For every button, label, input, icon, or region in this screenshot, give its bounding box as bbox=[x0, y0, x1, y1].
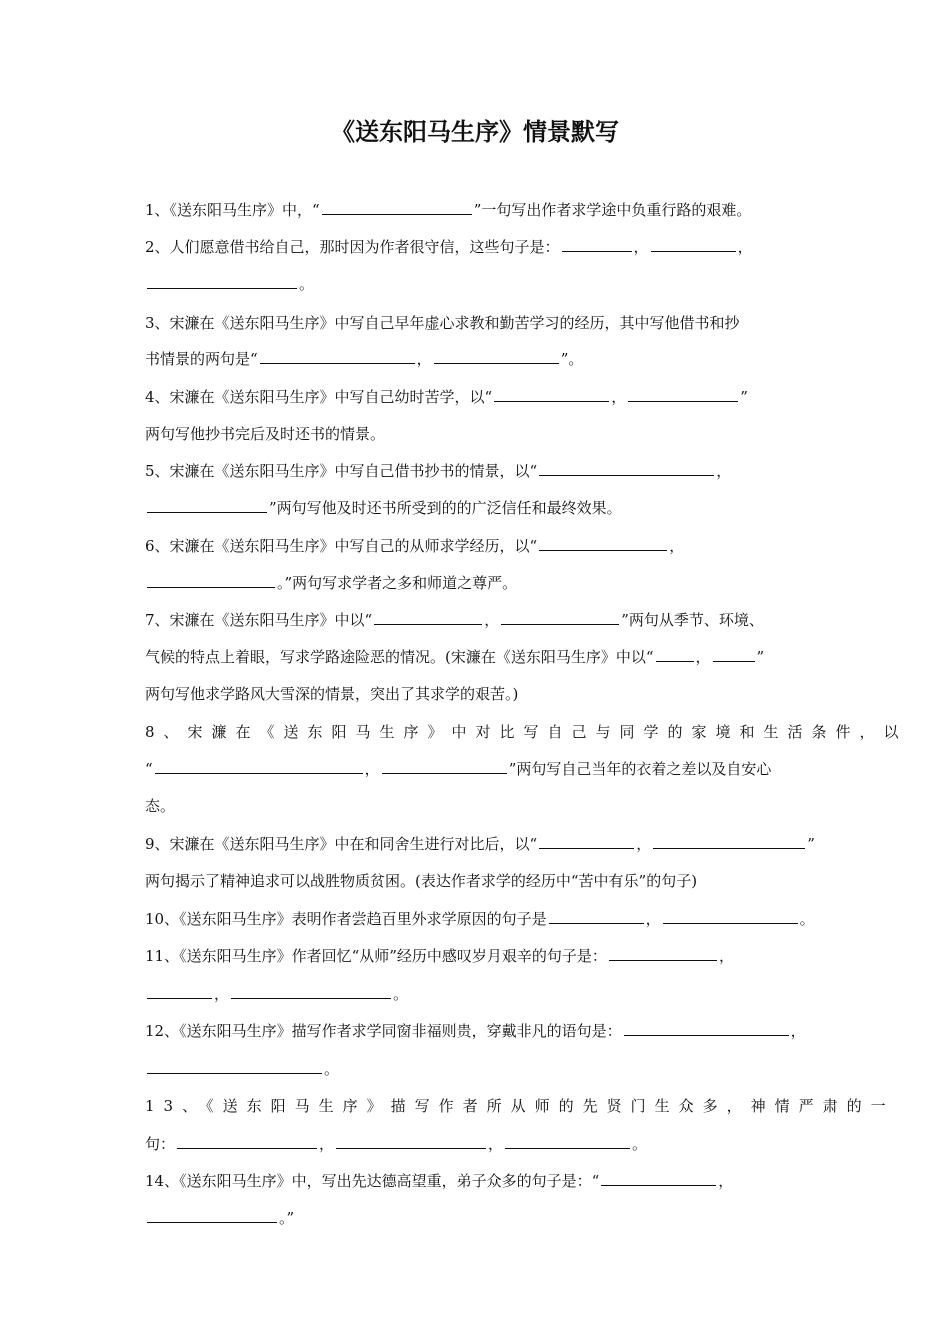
question-text: 7、宋濂在《送东阳马生序》中以“ bbox=[145, 611, 373, 629]
question-8-line-3 bbox=[145, 795, 814, 817]
question-text: 12、《送东阳马生序》描写作者求学同窗非福则贵，穿戴非凡的语句是： bbox=[145, 1022, 622, 1040]
question-text: 两句写他求学路风大雪深的情景，突出了其求学的艰苦。) bbox=[145, 685, 519, 703]
question-1-line-1 bbox=[145, 199, 814, 221]
answer-blank[interactable] bbox=[155, 759, 363, 774]
answer-blank[interactable] bbox=[651, 237, 736, 252]
question-7-line-3 bbox=[145, 683, 814, 705]
question-3-line-2 bbox=[145, 348, 814, 370]
question-6-line-2 bbox=[145, 572, 814, 594]
question-text: 1、《送东阳马生序》中，“ bbox=[145, 201, 320, 219]
question-text: ， bbox=[488, 1135, 504, 1153]
question-text: ” bbox=[740, 388, 748, 406]
question-text: ”一句写出作者求学途中负重行路的艰难。 bbox=[473, 201, 752, 219]
question-text: ， bbox=[319, 1135, 335, 1153]
question-text: 。 bbox=[799, 910, 815, 928]
question-text: ， bbox=[484, 611, 500, 629]
question-text: ， bbox=[669, 537, 685, 555]
question-text: ， bbox=[633, 238, 649, 256]
answer-blank[interactable] bbox=[539, 834, 634, 849]
question-11-line-1 bbox=[145, 945, 814, 967]
answer-blank[interactable] bbox=[147, 1059, 322, 1074]
question-6-line-1 bbox=[145, 535, 814, 557]
question-8-line-2 bbox=[145, 758, 814, 780]
question-9-line-1 bbox=[145, 833, 814, 855]
question-text: 。 bbox=[324, 1060, 340, 1078]
answer-blank[interactable] bbox=[549, 909, 644, 924]
page-title: 《送东阳马生序》情景默写 bbox=[331, 118, 619, 146]
answer-blank[interactable] bbox=[147, 984, 212, 999]
question-text: “ bbox=[145, 760, 153, 778]
question-text: 4、宋濂在《送东阳马生序》中写自己幼时苦学，以“ bbox=[145, 388, 493, 406]
question-11-line-2 bbox=[145, 983, 814, 1005]
question-5-line-1 bbox=[145, 460, 814, 482]
question-text: 8、宋濂在《送东阳马生序》中对比写自己与同学的家境和生活条件，以 bbox=[145, 723, 908, 741]
question-text: ” bbox=[807, 835, 815, 853]
question-9-line-2 bbox=[145, 870, 814, 892]
answer-blank[interactable] bbox=[434, 349, 559, 364]
question-12-line-1 bbox=[145, 1020, 814, 1042]
answer-blank[interactable] bbox=[177, 1134, 317, 1149]
question-text: 。 bbox=[299, 275, 315, 293]
answer-blank[interactable] bbox=[494, 387, 609, 402]
question-3-line-1 bbox=[145, 312, 814, 334]
question-text: 14、《送东阳马生序》中，写出先达德高望重，弟子众多的句子是：“ bbox=[145, 1172, 600, 1190]
question-text: 13、《送东阳马生序》描写作者所从师的先贤门生众多，神情严肃的一 bbox=[145, 1097, 895, 1115]
question-13-line-1 bbox=[145, 1095, 895, 1117]
answer-blank[interactable] bbox=[260, 349, 415, 364]
answer-blank[interactable] bbox=[539, 461, 714, 476]
answer-blank[interactable] bbox=[322, 200, 472, 215]
question-text: 6、宋濂在《送东阳马生序》中写自己的从师求学经历，以“ bbox=[145, 537, 538, 555]
question-text: ， bbox=[636, 835, 652, 853]
question-text: 书情景的两句是“ bbox=[145, 350, 258, 368]
question-text: 。 bbox=[393, 985, 409, 1003]
question-text: 两句揭示了精神追求可以战胜物质贫困。(表达作者求学的经历中“苦中有乐”的句子) bbox=[145, 872, 698, 890]
question-text: ”两句写他及时还书所受到的的广泛信任和最终效果。 bbox=[269, 499, 622, 517]
question-text: ， bbox=[718, 1172, 734, 1190]
question-4-line-2 bbox=[145, 423, 814, 445]
question-text: 10、《送东阳马生序》表明作者尝趋百里外求学原因的句子是 bbox=[145, 910, 547, 928]
question-text: 气候的特点上着眼，写求学路途险恶的情况。(宋濂在《送东阳马生序》中以“ bbox=[145, 648, 654, 666]
question-text: 。” bbox=[279, 1209, 295, 1227]
answer-blank[interactable] bbox=[624, 1021, 789, 1036]
question-5-line-2 bbox=[145, 497, 814, 519]
question-14-line-2 bbox=[145, 1207, 814, 1229]
answer-blank[interactable] bbox=[562, 237, 632, 252]
question-text: ， bbox=[695, 648, 711, 666]
answer-blank[interactable] bbox=[656, 647, 694, 662]
question-14-line-1 bbox=[145, 1170, 814, 1192]
question-text: ” bbox=[756, 648, 765, 666]
question-text: ， bbox=[611, 388, 627, 406]
question-12-line-2 bbox=[145, 1058, 814, 1080]
answer-blank[interactable] bbox=[539, 536, 667, 551]
question-text: 2、人们愿意借书给自己，那时因为作者很守信，这些句子是： bbox=[145, 238, 560, 256]
question-text: ， bbox=[214, 985, 230, 1003]
answer-blank[interactable] bbox=[382, 759, 507, 774]
answer-blank[interactable] bbox=[501, 610, 619, 625]
question-2-line-2 bbox=[145, 273, 814, 295]
question-text: ， bbox=[718, 947, 734, 965]
question-text: ， bbox=[790, 1022, 806, 1040]
answer-blank[interactable] bbox=[663, 909, 798, 924]
question-4-line-1 bbox=[145, 386, 814, 408]
question-text: ”两句从季节、环境、 bbox=[621, 611, 764, 629]
question-text: ”两句写自己当年的衣着之差以及自安心 bbox=[508, 760, 772, 778]
question-text: 3、宋濂在《送东阳马生序》中写自己早年虚心求教和勤苦学习的经历，其中写他借书和抄 bbox=[145, 314, 740, 332]
question-text: 5、宋濂在《送东阳马生序》中写自己借书抄书的情景，以“ bbox=[145, 462, 538, 480]
question-text: ”。 bbox=[560, 350, 584, 368]
question-text: 9、宋濂在《送东阳马生序》中在和同舍生进行对比后，以“ bbox=[145, 835, 538, 853]
question-text: ， bbox=[737, 238, 753, 256]
answer-blank[interactable] bbox=[147, 274, 297, 289]
question-7-line-2 bbox=[145, 646, 814, 668]
question-8-line-1 bbox=[145, 721, 908, 743]
question-text: 。”两句写求学者之多和师道之尊严。 bbox=[277, 574, 518, 592]
answer-blank[interactable] bbox=[147, 1208, 277, 1223]
question-text: ， bbox=[645, 910, 661, 928]
answer-blank[interactable] bbox=[628, 387, 738, 402]
question-text: 两句写他抄书完后及时还书的情景。 bbox=[145, 425, 386, 443]
question-text: ， bbox=[364, 760, 380, 778]
question-text: 。 bbox=[632, 1135, 648, 1153]
question-text: 11、《送东阳马生序》作者回忆“从师”经历中感叹岁月艰辛的句子是： bbox=[145, 947, 607, 965]
question-2-line-1 bbox=[145, 236, 814, 258]
answer-blank[interactable] bbox=[713, 647, 755, 662]
question-text: 句： bbox=[145, 1135, 176, 1153]
answer-blank[interactable] bbox=[609, 946, 717, 961]
answer-blank[interactable] bbox=[505, 1134, 630, 1149]
answer-blank[interactable] bbox=[601, 1171, 716, 1186]
answer-blank[interactable] bbox=[374, 610, 482, 625]
answer-blank[interactable] bbox=[336, 1134, 486, 1149]
answer-blank[interactable] bbox=[653, 834, 805, 849]
answer-blank[interactable] bbox=[147, 573, 275, 588]
question-text: ， bbox=[716, 462, 732, 480]
answer-blank[interactable] bbox=[147, 498, 267, 513]
question-text: 态。 bbox=[145, 797, 176, 815]
question-10-line-1 bbox=[145, 908, 814, 930]
question-text: ， bbox=[416, 350, 432, 368]
question-13-line-2 bbox=[145, 1133, 814, 1155]
question-7-line-1 bbox=[145, 609, 814, 631]
answer-blank[interactable] bbox=[231, 984, 391, 999]
